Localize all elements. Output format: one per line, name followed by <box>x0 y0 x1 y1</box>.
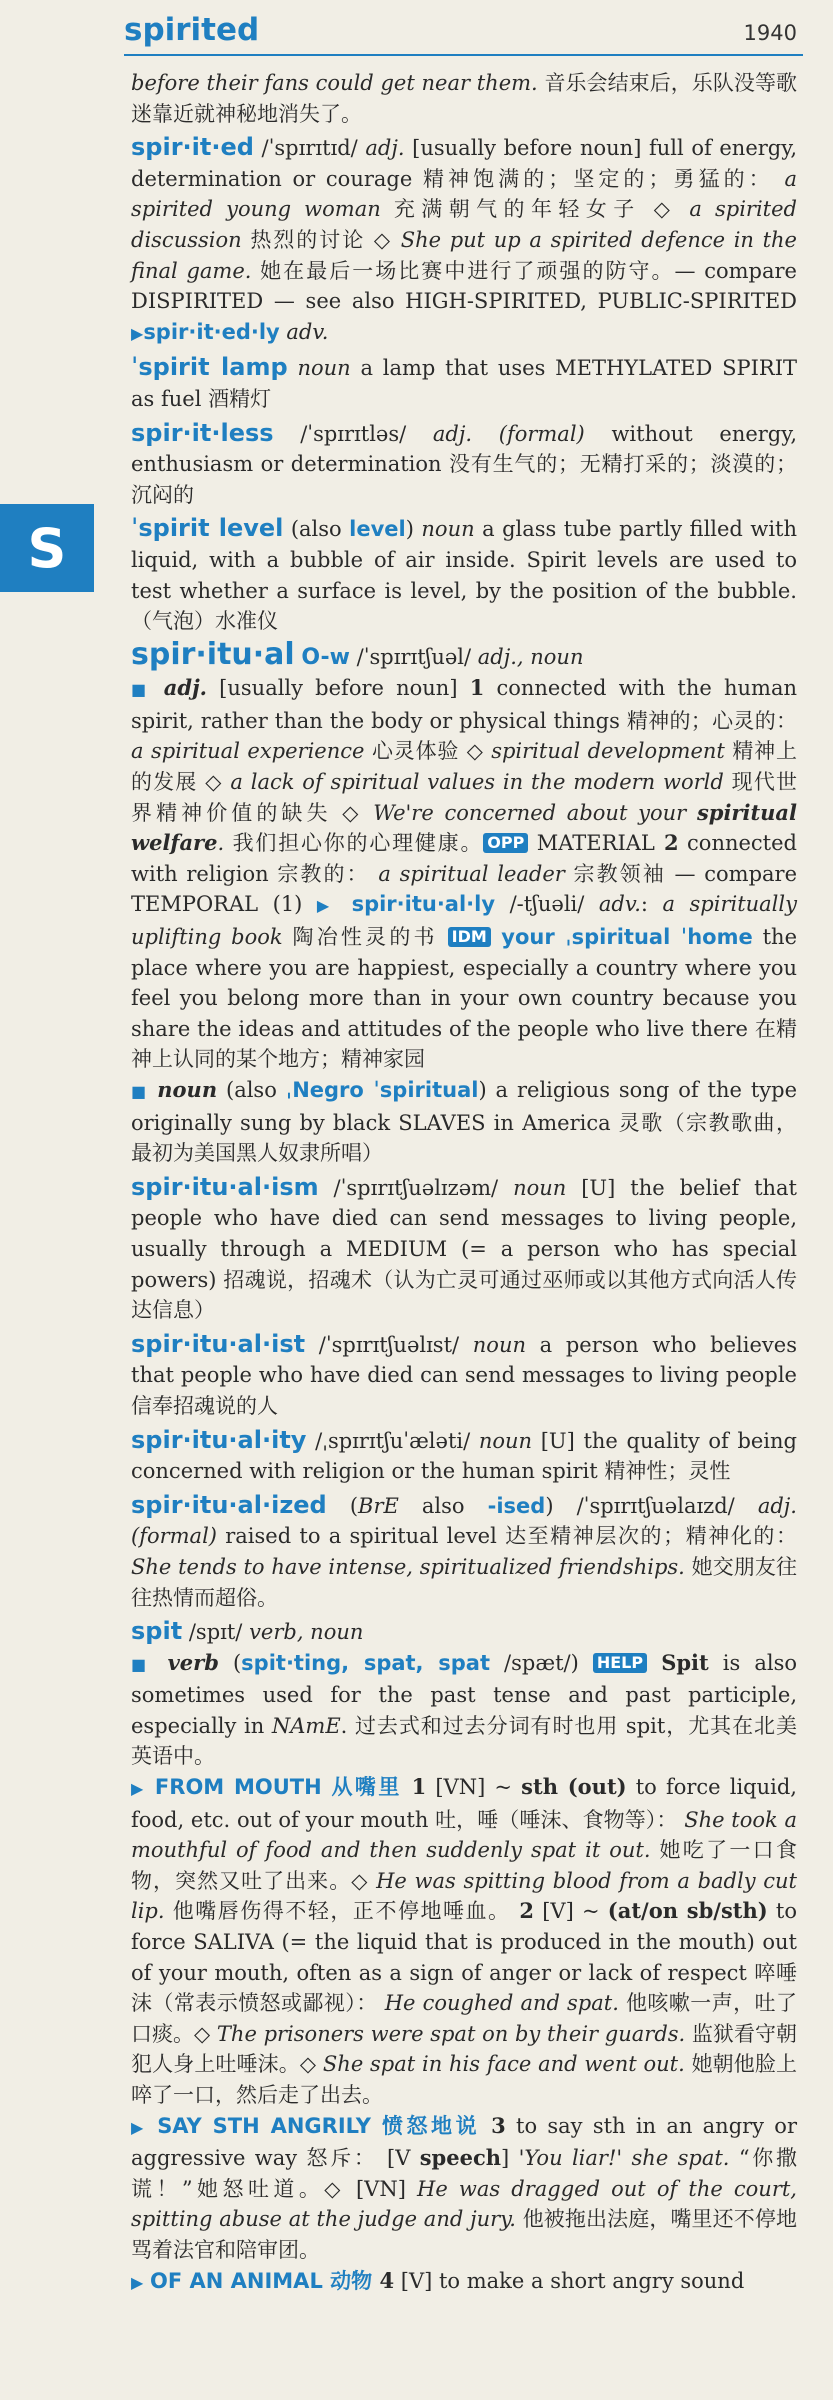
triangle-right-icon: ▶ <box>131 1779 146 1799</box>
example-sentence: a spiritual experience <box>131 739 365 764</box>
pronunciation: /ˌspɪrɪtʃuˈæləti/ <box>306 1428 479 1453</box>
shortcut-label: FROM MOUTH 从嘴里 <box>154 1775 402 1800</box>
pronunciation: /spɪt/ <box>182 1620 250 1645</box>
thumb-index-tab: S <box>0 504 94 592</box>
sense-of-an-animal: ▶ OF AN ANIMAL 动物 4 [V] to make a short angry sound <box>131 2267 745 2293</box>
part-of-speech: adj., noun <box>477 644 584 669</box>
key-icon: O-w <box>301 644 350 670</box>
entry-spirited: spir·it·ed /ˈspɪrɪtɪd/ adj. [usually before noun] full of energy, determination or courage 精神饱满的；坚定的；勇猛的： a spirited young woman 充满朝气的年轻女子 ◇ a spirited discussion 热烈的讨论 ◇ She put up a spirited defence in the final game. 她在最后一场比赛中进行了顽强的防守。— compare DISPIRITED — see also HIGH-SPIRITED, PUBLIC-SPIRITED ▶spir·it·ed·ly adv. <box>131 133 797 344</box>
derived-word: spir·itu·al·ly <box>351 892 496 917</box>
example-sentence: She put up a spirited defence in the final game. <box>131 227 797 283</box>
example-collocation: spiritual welfare <box>131 799 798 856</box>
running-headword: spirited <box>124 12 260 48</box>
entry-spiritualized: spir·itu·al·ized (BrE also -ised) /ˈspɪrɪtʃuəlaɪzd/ adj. (formal) raised to a spiritual level 达至精神层次的；精神化的： She tends to have intense, spiritualized friendships. 她交朋友往往热情而超俗。 <box>131 1490 797 1610</box>
part-of-speech: verb <box>167 1649 219 1675</box>
pronunciation: /ˈspɪrɪtʃuəlɪzəm/ <box>318 1175 514 1200</box>
entry-spirit-lamp: ˈspirit lamp noun a lamp that uses METHYLATED SPIRIT as fuel 酒精灯 <box>131 353 797 411</box>
part-of-speech: noun <box>421 517 475 542</box>
example-sentence: He was dragged out of the court, spitting abuse at the judge and jury. <box>131 2176 797 2232</box>
continued-entry-text: before their fans could get near them. 音乐会结束后，乐队没等歌迷靠近就神秘地消失了。 <box>131 71 797 126</box>
sense-say-angrily: ▶ SAY STH ANGRILY 愤怒地说 3 to say sth in an angry or aggressive way 怒斥： [V speech] 'You liar!' she spat. “你撒谎！”她怒吐道。◇ [VN] He was dragged out of the court, spitting abuse at the judge and jury. 他被拖出法庭，嘴里还不停地骂着法官和陪审团。 <box>131 2112 797 2262</box>
example-sentence: She took a mouthful of food and then suddenly spat it out. <box>131 1807 798 1863</box>
sense-number: 2 <box>510 1898 535 1924</box>
entry-spiritualist: spir·itu·al·ist /ˈspɪrɪtʃuəlɪst/ noun a person who believes that people who have died can send messages to living people 信奉招魂说的人 <box>131 1329 797 1418</box>
sense-number: 1 <box>401 1774 427 1800</box>
part-of-speech: noun <box>513 1175 567 1200</box>
part-of-speech: noun <box>472 1332 526 1357</box>
cross-reference: HIGH-SPIRITED, PUBLIC-SPIRITED <box>405 289 797 314</box>
sense-block-noun: ■ noun (also ˌNegro ˈspiritual) a religious song of the type originally sung by black SLAVES in America 灵歌（宗教歌曲，最初为美国黑人奴隶所唱） <box>131 1077 797 1166</box>
grammar-pattern: sth (out) <box>521 1774 627 1800</box>
help-label: HELP <box>593 1653 647 1673</box>
square-bullet-icon: ■ <box>131 1654 154 1674</box>
entry-spiritual <box>131 636 797 674</box>
sense-number: 4 <box>372 2267 395 2293</box>
example-sentence: She tends to have intense, spiritualized friendships. <box>131 1554 685 1579</box>
page-number: 1940 <box>743 21 797 45</box>
entry-spit <box>131 1616 797 1648</box>
part-of-speech: adj. <box>365 136 405 161</box>
idiom: your ˌspiritual ˈhome <box>490 925 753 950</box>
cross-reference: MEDIUM <box>345 1236 448 1261</box>
variant-form: -ised <box>487 1493 546 1518</box>
entry-spiritualism: spir·itu·al·ism /ˈspɪrɪtʃuəlɪzəm/ noun [U] the belief that people who have died can send messages to living people, usually through a MEDIUM (= a person who has special powers) 招魂说，招魂术（认为亡灵可通过巫师或以其他方式向活人传达信息） <box>131 1172 797 1323</box>
headword: spir·it·ed <box>131 133 254 162</box>
shortcut-label: SAY STH ANGRILY 愤怒地说 <box>157 2113 481 2138</box>
example-sentence: He coughed and spat. <box>377 1991 619 2016</box>
cross-reference: SLAVES <box>398 1110 486 1135</box>
entry-spirit-level: ˈspirit level (also level) noun a glass tube partly filled with liquid, with a bubble of air inside. Spirit levels are used to test whether a surface is level, by the position of the bubble.（气泡）水准仪 <box>131 514 797 634</box>
part-of-speech: adv. <box>279 319 329 344</box>
triangle-right-icon: ▶ <box>131 323 144 343</box>
grammar-pattern: speech <box>419 2145 502 2171</box>
example-sentence: a lack of spiritual values in the modern world <box>230 770 724 795</box>
pronunciation: /ˈspɪrɪtɪd/ <box>253 136 366 161</box>
entry-spirituality: spir·itu·al·ity /ˌspɪrɪtʃuˈæləti/ noun [U] the quality of being concerned with religion or the human spirit 精神性；灵性 <box>131 1425 797 1484</box>
region-label: BrE <box>358 1493 399 1518</box>
example-sentence: We're concerned about your <box>373 800 697 825</box>
example-sentence: spiritual development <box>491 739 725 764</box>
square-bullet-icon: ■ <box>131 1082 149 1101</box>
headword: spit <box>131 1617 183 1646</box>
region-label: NAmE <box>271 1713 341 1738</box>
headword: spir·itu·al <box>131 636 295 672</box>
example-sentence: 'You liar!' she spat. <box>518 2146 730 2171</box>
variant-form: ˌNegro ˈspiritual <box>285 1078 479 1102</box>
pronunciation: /ˈspɪrɪtʃuəlɪst/ <box>305 1332 473 1357</box>
square-bullet-icon: ■ <box>131 680 152 700</box>
sense-number: 3 <box>480 2112 506 2138</box>
dictionary-column <box>131 68 797 2298</box>
pronunciation: /ˈspɪrɪtləs/ <box>273 421 433 446</box>
cross-reference: SALIVA <box>193 1930 274 1955</box>
example-sentence: a spirited discussion <box>131 197 797 252</box>
part-of-speech: verb, noun <box>249 1620 364 1645</box>
sense-number: 2 <box>654 830 679 856</box>
headword: spir·it·less <box>131 418 274 447</box>
header-rule <box>124 54 803 56</box>
triangle-right-icon: ▶ <box>131 2272 144 2292</box>
cross-reference: METHYLATED SPIRIT <box>555 356 797 381</box>
part-of-speech: adj. <box>757 1493 797 1518</box>
example-sentence: The prisoners were spat on by their guards. <box>216 2021 686 2046</box>
example-sentence: before their fans could get near them. <box>131 71 538 95</box>
sense-block-verb: ■ verb (spit·ting, spat, spat /spæt/) HELP Spit is also sometimes used for the past tense and past participle, especially in NAmE. 过去式和过去分词有时也用 spit，尤其在北美英语中。 <box>131 1649 797 1769</box>
verb-forms: spit·ting, spat, spat <box>241 1650 490 1675</box>
variant-form: level <box>349 517 406 542</box>
triangle-right-icon: ▶ <box>316 896 338 916</box>
part-of-speech: adj. <box>432 421 473 446</box>
part-of-speech: adj. <box>163 675 207 701</box>
idiom-label: IDM <box>448 927 491 947</box>
example-sentence: She spat in his face and went out. <box>322 2052 685 2077</box>
shortcut-label: OF AN ANIMAL 动物 <box>150 2268 373 2293</box>
sense-block-adj: ■ adj. [usually before noun] 1 connected with the human spirit, rather than the body or physical things 精神的；心灵的： a spiritual experience 心灵体验 ◇ spiritual development 精神上的发展 ◇ a lack of spiritual values in the modern world 现代世界精神价值的缺失 ◇ We're concerned about your spiritual welfare. 我们担心你的心理健康。 OPP MATERIAL 2 connected with religion 宗教的： a spiritual leader 宗教领袖 — compare TEMPORAL (1) ▶ spir·itu·al·ly /-tʃuəli/ adv.: a spiritually uplifting book 陶冶性灵的书 IDM your ˌspiritual ˈhome the place where you are happiest, especially a country where you feel you belong more than in your own country because you share the ideas and attitudes of the people who live there 在精神上认同的某个地方；精神家园 <box>131 675 798 1072</box>
grammar-pattern: (at/on sb/sth) <box>607 1898 768 1924</box>
page-header <box>0 0 833 58</box>
headword: spir·itu·al·ist <box>131 1329 306 1358</box>
example-sentence: He was spitting blood from a badly cut lip. <box>131 1868 797 1924</box>
entry-spiritless: spir·it·less /ˈspɪrɪtləs/ adj. (formal) without energy, enthusiasm or determination 没有生气的；无精打采的；淡漠的；沉闷的 <box>131 418 797 507</box>
register-label: (formal) <box>131 1524 217 1549</box>
part-of-speech: noun <box>157 1077 218 1102</box>
part-of-speech: noun <box>287 356 351 381</box>
sense-number: 1 <box>469 675 485 701</box>
headword: ˈspirit level <box>131 514 284 543</box>
cross-reference: TEMPORAL <box>131 892 259 917</box>
derived-word: spir·it·ed·ly <box>143 319 280 344</box>
triangle-right-icon: ▶ <box>131 2117 147 2137</box>
headword: spir·itu·al·ism <box>131 1172 319 1201</box>
pronunciation: /ˈspɪrɪtʃuəl/ <box>349 644 478 669</box>
headword: spir·itu·al·ized <box>131 1490 327 1519</box>
cross-reference: DISPIRITED <box>131 289 264 314</box>
headword: ˈspirit lamp <box>131 353 288 382</box>
register-label: (formal) <box>472 421 585 446</box>
part-of-speech: noun <box>478 1428 533 1453</box>
example-sentence: a spirited young woman <box>131 166 797 222</box>
example-sentence: a spiritual leader <box>369 861 565 886</box>
headword: spir·itu·al·ity <box>131 1425 307 1454</box>
opposite-label: OPP <box>483 833 528 853</box>
sense-from-mouth: ▶ FROM MOUTH 从嘴里 1 [VN] ~ sth (out) to force liquid, food, etc. out of your mouth 吐，唾（唾沫、食物等）： She took a mouthful of food and then suddenly spat it out. 她吃了一口食物，突然又吐了出来。◇ He was spitting blood from a badly cut lip. 他嘴唇伤得不轻，正不停地唾血。 2 [V] ~ (at/on sb/sth) to force SALIVA (= the liquid that is produced in the mouth) out of your mouth, often as a sign of anger or lack of respect 啐唾沫（常表示愤怒或鄙视）： He coughed and spat. 他咳嗽一声，吐了口痰。◇ The prisoners were spat on by their guards. 监狱看守朝犯人身上吐唾沫。◇ She spat in his face and went out. 她朝他脸上啐了一口，然后走了出去。 <box>131 1774 798 2107</box>
cross-reference: MATERIAL <box>528 831 655 856</box>
example-sentence: a spiritually uplifting book <box>131 892 797 950</box>
